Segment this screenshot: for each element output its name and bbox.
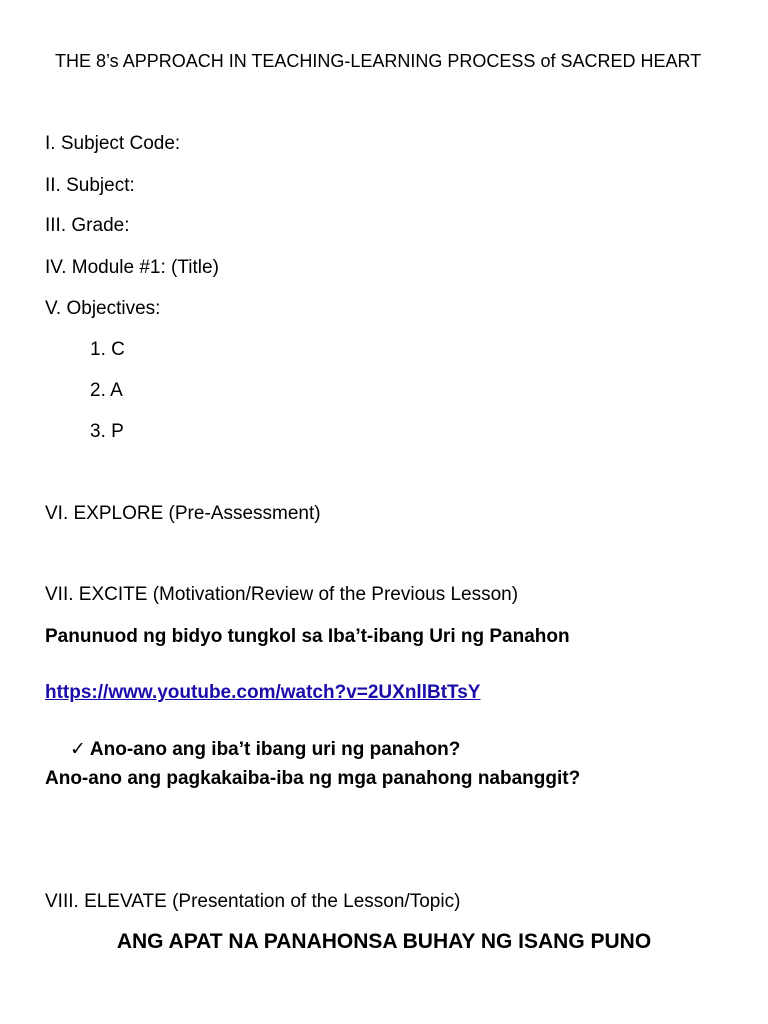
objective-item-c: 1. C [90,339,125,360]
question-2: Ano-ano ang pagkakaiba-iba ng mga panahong nabanggit? [45,768,581,789]
objective-item-a: 2. A [90,380,123,401]
subject-label: II. Subject: [45,175,135,196]
objective-item-p: 3. P [90,421,124,442]
excite-instruction: Panunuod ng bidyo tungkol sa Iba’t-ibang Uri ng Panahon [45,626,570,647]
excite-heading: VII. EXCITE (Motivation/Review of the Previous Lesson) [45,584,519,605]
module-label: IV. Module #1: (Title) [45,257,219,278]
document-title: THE 8’s APPROACH IN TEACHING-LEARNING PROCESS of SACRED HEART [55,51,702,71]
checkmark-icon: ✓ [70,739,86,760]
explore-heading: VI. EXPLORE (Pre-Assessment) [45,503,321,524]
video-link[interactable]: https://www.youtube.com/watch?v=2UXnllBtTsY [45,682,481,703]
subject-code-label: I. Subject Code: [45,133,181,154]
topic-title: ANG APAT NA PANAHONSA BUHAY NG ISANG PUNO [116,930,652,953]
question-1: Ano-ano ang iba’t ibang uri ng panahon? [89,739,461,760]
question-1-line [70,738,460,762]
elevate-heading: VIII. ELEVATE (Presentation of the Lesson/Topic) [45,891,461,912]
grade-label: III. Grade: [45,215,130,236]
objectives-label: V. Objectives: [45,298,161,319]
